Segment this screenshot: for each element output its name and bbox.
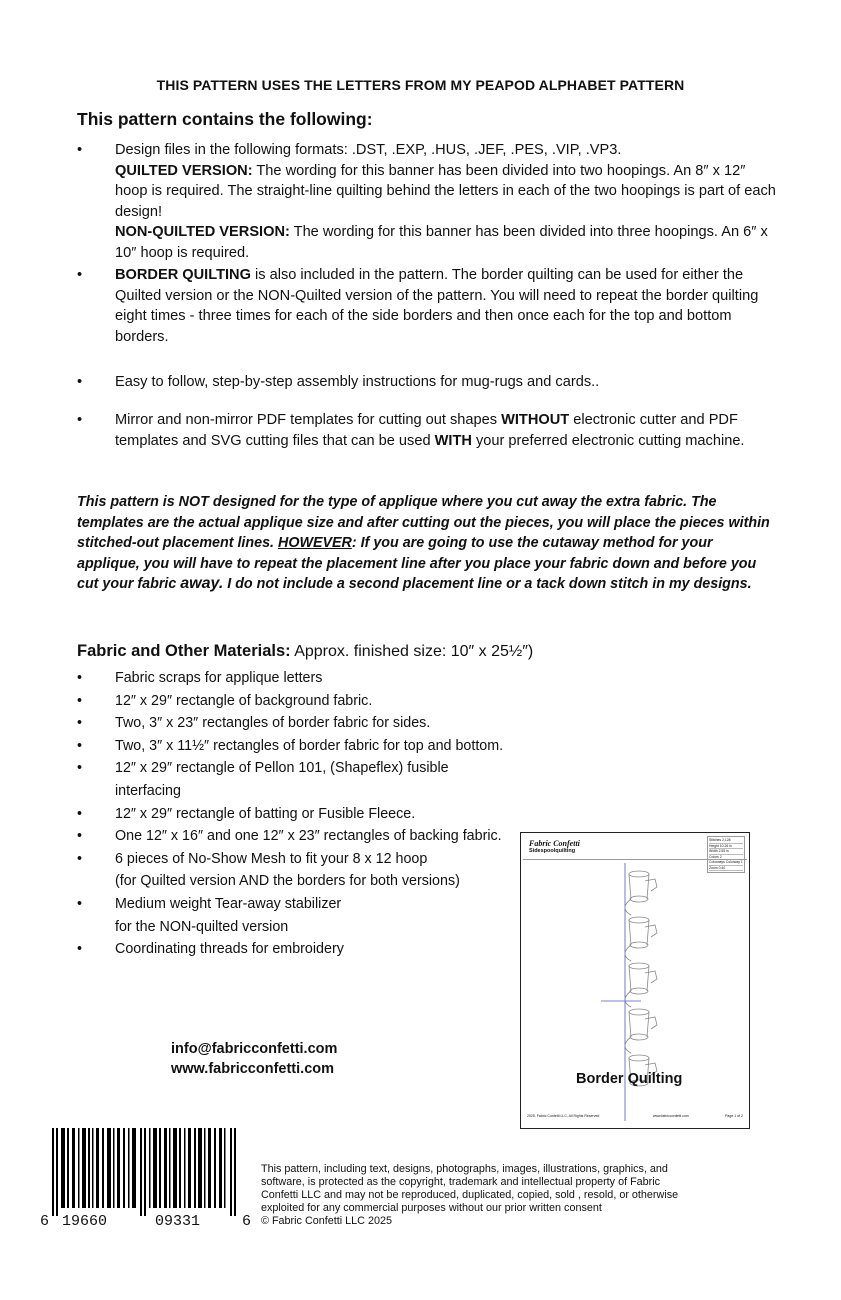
notice-part1: This pattern is NOT designed for the type of applique where you cut away the extra fabric. The templates are the actual applique size and after cutting out the pieces, you will place the pieces within stitched-out placement lines. xyxy=(77,494,770,551)
templates-list xyxy=(77,410,777,451)
templates-part-c: your preferred electronic cutting machine. xyxy=(471,432,745,449)
material-text: Medium weight Tear-away stabilizer xyxy=(115,895,342,912)
barcode-digits-left: 19660 xyxy=(62,1213,108,1230)
top-note: THIS PATTERN USES THE LETTERS FROM MY PEAPOD ALPHABET PATTERN xyxy=(156,77,685,93)
bullet: • xyxy=(77,412,83,428)
list-item xyxy=(77,848,517,893)
notice-however: HOWEVER xyxy=(278,535,352,551)
bullet: • xyxy=(77,760,83,777)
list-item xyxy=(77,140,777,263)
notice-part2: : If you are going to use the cutaway method for your applique, you will have to repeat the placement line after you place your fabric down and before you cut your fabric xyxy=(77,535,757,592)
barcode-digit-check: 6 xyxy=(242,1213,252,1230)
list-item xyxy=(77,757,517,802)
stat-row: Height 10.26 in xyxy=(709,844,743,850)
bullet: • xyxy=(77,267,83,283)
list-item xyxy=(77,803,517,826)
bullet: • xyxy=(77,828,83,845)
templates-part-a: Mirror and non-mirror PDF templates for cutting out shapes xyxy=(115,412,502,428)
material-text: (for Quilted version AND the borders for both versions) xyxy=(115,873,460,890)
copyright-notice xyxy=(261,1163,771,1228)
material-text: One 12″ x 16″ and one 12″ x 23″ rectangles of backing fabric. xyxy=(115,828,502,845)
material-text: 6 pieces of No-Show Mesh to fit your 8 x 12 hoop xyxy=(115,850,428,867)
material-text: Coordinating threads for embroidery xyxy=(115,941,344,958)
bullet: • xyxy=(77,374,83,390)
bullet: • xyxy=(77,142,83,158)
material-text: 12″ x 29″ rectangle of background fabric. xyxy=(115,692,373,709)
finished-size: Approx. finished size: 10″ x 25½″) xyxy=(290,643,534,660)
thumbnail-footer-right: Page 1 of 2 xyxy=(725,1114,743,1118)
material-text: 12″ x 29″ rectangle of batting or Fusible Fleece. xyxy=(115,805,416,822)
stat-row: Zoom 0.40 xyxy=(709,866,743,872)
contact-email: info@fabricconfetti.com xyxy=(171,1041,338,1057)
list-item xyxy=(77,410,777,451)
contents-list xyxy=(77,140,777,347)
list-item xyxy=(77,825,517,848)
list-item xyxy=(77,372,777,393)
templates-with: WITH xyxy=(434,432,472,449)
list-item xyxy=(77,735,517,758)
bullet: • xyxy=(77,715,83,732)
barcode-digits-right: 09331 xyxy=(155,1213,201,1230)
contact-website: www.fabricconfetti.com xyxy=(171,1061,335,1077)
copyright-line: This pattern, including text, designs, photographs, images, illustrations, graphics, and xyxy=(261,1163,668,1175)
quilted-label: QUILTED VERSION: xyxy=(115,162,253,179)
nonquilted-label: NON-QUILTED VERSION: xyxy=(115,224,290,240)
material-text: Two, 3″ x 23″ rectangles of border fabric for sides. xyxy=(115,715,431,732)
quilted-version-text xyxy=(115,161,777,223)
cutaway-notice xyxy=(77,492,777,595)
stat-row: Stitches 2,128 xyxy=(709,838,743,844)
bullet: • xyxy=(77,670,83,686)
bullet: • xyxy=(77,941,83,958)
material-text: Fabric scraps for applique letters xyxy=(115,670,323,686)
bullet: • xyxy=(77,805,83,822)
thumbnail-footer-mid: www.fabricconfetti.com xyxy=(653,1114,689,1118)
contains-heading: This pattern contains the following: xyxy=(77,109,373,129)
stat-row: Colors 2 xyxy=(709,855,743,861)
thumbnail-caption: Border Quilting xyxy=(576,1071,683,1087)
barcode-image xyxy=(50,1128,250,1216)
bullet: • xyxy=(77,850,83,867)
instructions-text: Easy to follow, step-by-step assembly instructions for mug-rugs and cards.. xyxy=(115,374,600,390)
notice-away: away. xyxy=(180,575,224,592)
thumbnail-brand: Fabric Confetti xyxy=(529,839,580,848)
bullet: • xyxy=(77,692,83,709)
fabric-heading-label: Fabric and Other Materials: xyxy=(77,642,291,660)
border-label: BORDER QUILTING xyxy=(115,267,251,283)
material-text: for the NON-quilted version xyxy=(115,918,289,935)
list-item xyxy=(77,712,517,735)
nonquilted-desc: The wording for this banner has been divided into three hoopings. An 6″ x 10″ hoop is required. xyxy=(115,224,768,261)
templates-text xyxy=(115,410,777,451)
copyright-line: software, is protected as the copyright, trademark and intellectual property of Fabric xyxy=(261,1176,661,1188)
border-desc: is also included in the pattern. The border quilting can be used for either the Quilted version or the NON-Quilted version of the pattern. You will need to repeat the border quilting eight times - three times for each of the side borders and then once each for the top and bottom borders. xyxy=(115,267,759,345)
list-item xyxy=(77,893,517,938)
stat-row: Colorways Colorway 1 xyxy=(709,860,743,864)
list-item xyxy=(77,265,777,347)
fabric-heading xyxy=(77,642,533,661)
nonquilted-version-text xyxy=(115,222,777,263)
border-quilting-text xyxy=(115,265,777,347)
templates-part-b: electronic cutter and PDF templates and SVG cutting files that can be used xyxy=(115,412,738,449)
copyright-line: exploited for any commercial purposes without our prior written consent xyxy=(261,1202,602,1214)
templates-without: WITHOUT xyxy=(501,412,570,428)
border-quilting-thumbnail xyxy=(520,832,750,1129)
material-text: Two, 3″ x 11½″ rectangles of border fabric for top and bottom. xyxy=(115,737,504,754)
list-item xyxy=(77,667,517,690)
bullet: • xyxy=(77,895,83,912)
thumbnail-file-name: Sidespoolquilting xyxy=(529,848,576,854)
stat-row: Width 2.55 in xyxy=(709,849,743,855)
materials-list xyxy=(77,667,517,961)
material-text: 12″ x 29″ rectangle of Pellon 101, (Shapeflex) fusible interfacing xyxy=(115,760,449,799)
quilted-desc: The wording for this banner has been divided into two hoopings. An 8″ x 12″ hoop is required. The straight-line quilting behind the letters in each of the two hoopings is part of each design! xyxy=(115,162,776,220)
barcode-digit-lead: 6 xyxy=(40,1213,50,1230)
list-item xyxy=(77,938,517,961)
instructions-list xyxy=(77,372,777,393)
copyright-line: Confetti LLC and may not be reproduced, duplicated, copied, sold , resold, or otherwise xyxy=(261,1189,679,1201)
design-files-text: Design files in the following formats: .DST, .EXP, .HUS, .JEF, .PES, .VIP, .VP3. xyxy=(115,142,622,158)
notice-part3: I do not include a second placement line or a tack down stitch in my designs. xyxy=(223,576,752,592)
contact-info xyxy=(171,1039,337,1079)
thumbnail-footer-left: 2025, Fabric Confetti LLC, All Rights Reserved xyxy=(527,1114,600,1118)
bullet: • xyxy=(77,737,83,754)
list-item xyxy=(77,690,517,713)
copyright-line: © Fabric Confetti LLC 2025 xyxy=(261,1215,392,1227)
